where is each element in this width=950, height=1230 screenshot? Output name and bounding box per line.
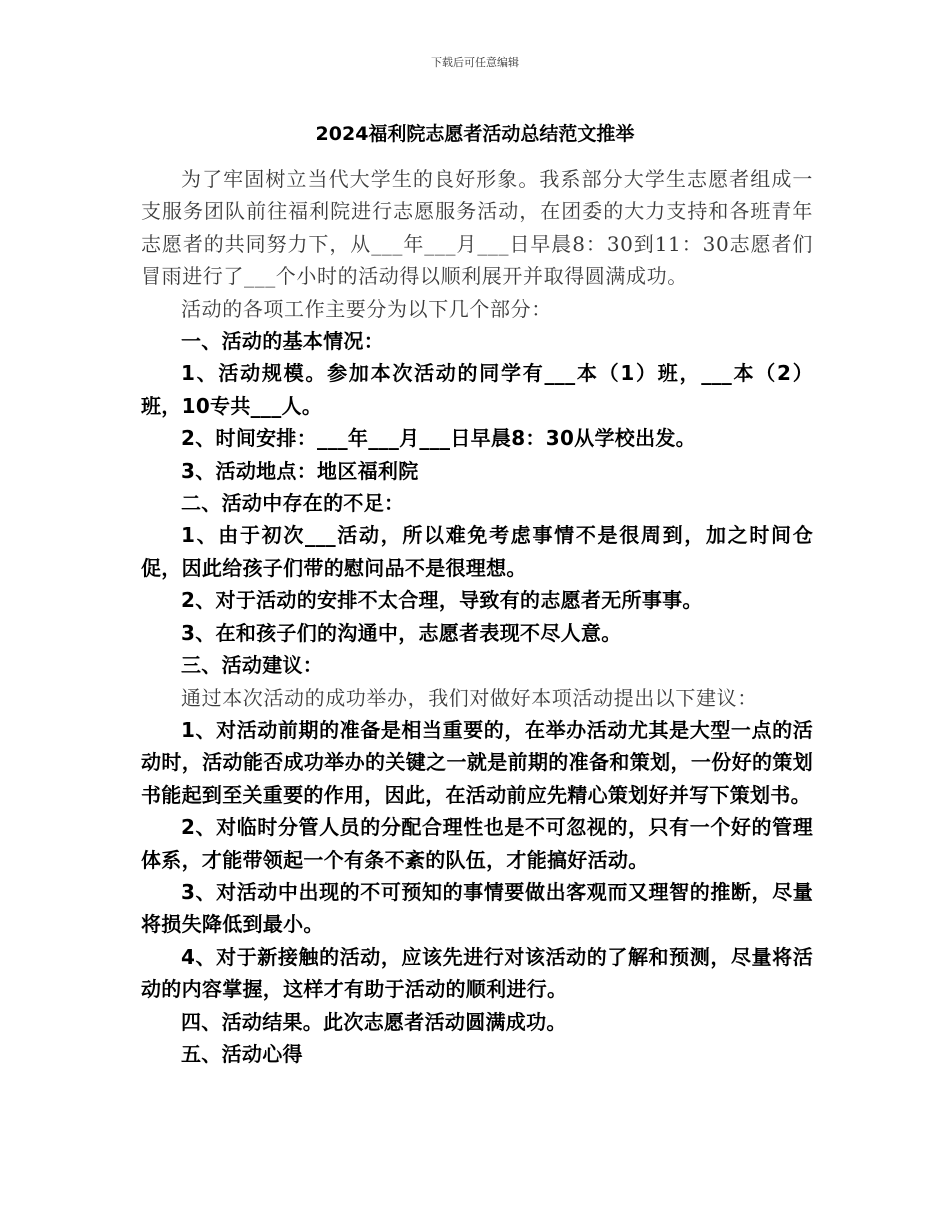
- paragraph-shortcoming-3: 3、在和孩子们的沟通中，志愿者表现不尽人意。: [181, 620, 622, 645]
- header-note: 下载后可任意编辑: [431, 56, 519, 69]
- document-body: [141, 163, 813, 1070]
- section-heading-suggestions: 三、活动建议：: [181, 653, 324, 678]
- paragraph-overview: 活动的各项工作主要分为以下几个部分：: [181, 296, 552, 321]
- paragraph-suggestion-2: 2、对临时分管人员的分配合理性也是不可忽视的，只有一个好的管理体系，才能带领起一个有条不紊的队伍，才能搞好活动。: [141, 815, 813, 872]
- section-heading-reflection: 五、活动心得: [181, 1041, 303, 1066]
- section-heading-shortcomings: 二、活动中存在的不足：: [181, 491, 405, 516]
- paragraph-suggestions-intro: 通过本次活动的成功举办，我们对做好本项活动提出以下建议：: [181, 685, 758, 710]
- paragraph-scale: 1、活动规模。参加本次活动的同学有___本（1）班，___本（2）班，10专共___人。: [141, 361, 813, 418]
- paragraph-intro: 为了牢固树立当代大学生的良好形象。我系部分大学生志愿者组成一支服务团队前往福利院进行志愿服务活动，在团委的大力支持和各班青年志愿者的共同努力下，从___年___月___日早晨8：30到11：30志愿者们冒雨进行了___个小时的活动得以顺利展开并取得圆满成功。: [141, 167, 813, 289]
- paragraph-shortcoming-1: 1、由于初次___活动，所以难免考虑事情不是很周到，加之时间仓促，因此给孩子们带的慰问品不是很理想。: [141, 523, 813, 580]
- paragraph-suggestion-4: 4、对于新接触的活动，应该先进行对该活动的了解和预测，尽量将活动的内容掌握，这样才有助于活动的顺利进行。: [141, 944, 813, 1002]
- paragraph-shortcoming-2: 2、对于活动的安排不太合理，导致有的志愿者无所事事。: [181, 588, 703, 613]
- paragraph-suggestion-3: 3、对活动中出现的不可预知的事情要做出客观而又理智的推断，尽量将损失降低到最小。: [141, 879, 813, 937]
- paragraph-location: 3、活动地点：地区福利院: [181, 458, 419, 483]
- section-heading-result: 四、活动结果。此次志愿者活动圆满成功。: [181, 1009, 567, 1034]
- document-title: 2024福利院志愿者活动总结范文推举: [315, 123, 635, 145]
- paragraph-schedule: 2、时间安排：___年___月___日早晨8：30从学校出发。: [181, 426, 696, 451]
- section-heading-basic-info: 一、活动的基本情况：: [181, 329, 384, 354]
- paragraph-suggestion-1: 1、对活动前期的准备是相当重要的，在举办活动尤其是大型一点的活动时，活动能否成功举办的关键之一就是前期的准备和策划，一份好的策划书能起到至关重要的作用，因此，在活动前应先精心策划好并写下策划书。: [141, 717, 813, 807]
